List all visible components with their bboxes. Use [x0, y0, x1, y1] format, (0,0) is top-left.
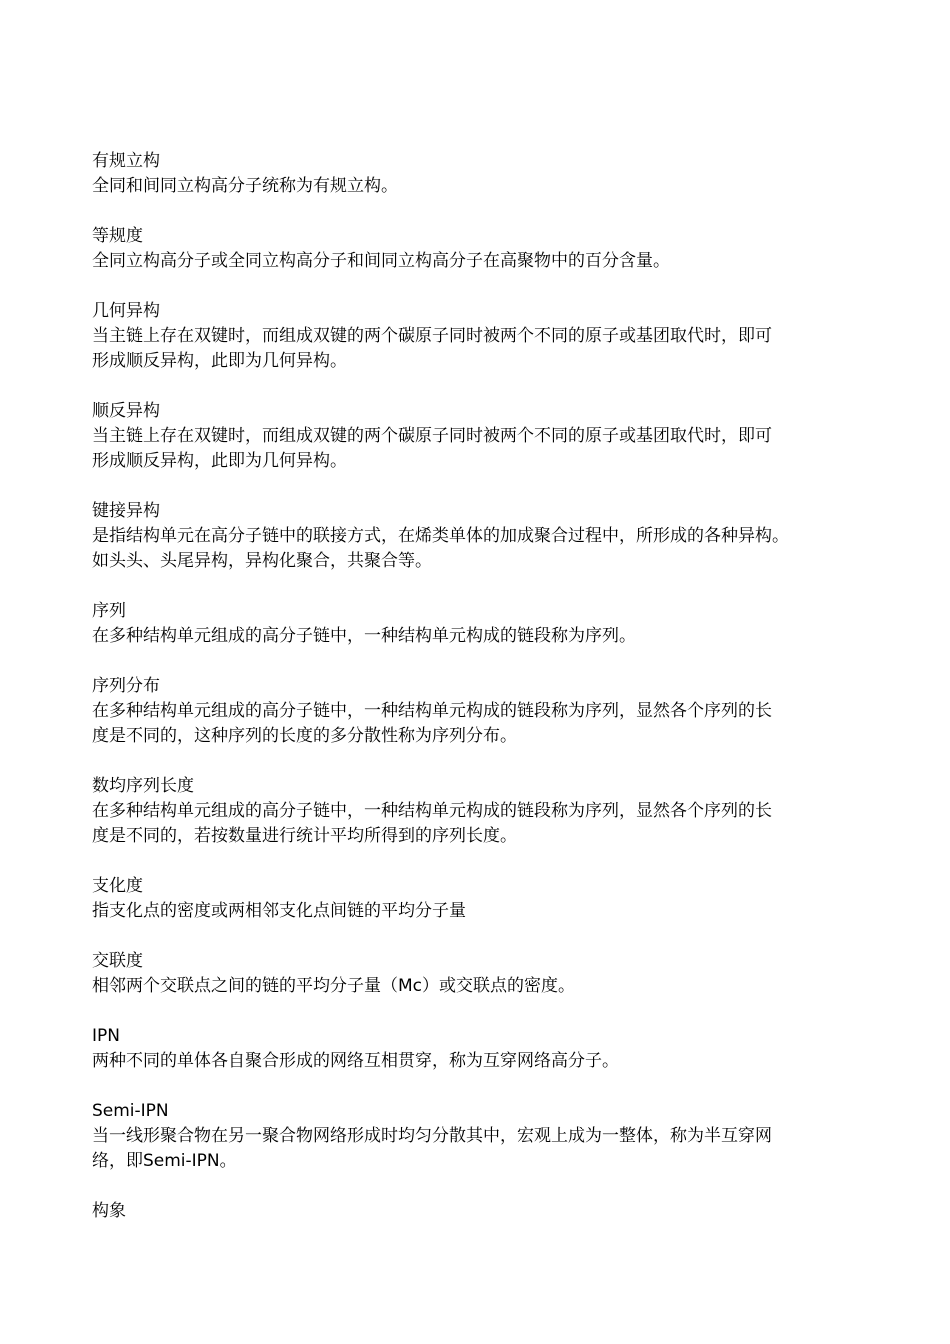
term-heading: 有规立构: [92, 151, 160, 171]
definition-line: 形成顺反异构，此即为几何异构。: [92, 451, 347, 471]
term-heading: 顺反异构: [92, 401, 160, 421]
definition-line: 在多种结构单元组成的高分子链中，一种结构单元构成的链段称为序列，显然各个序列的长: [92, 701, 772, 721]
term-heading: Semi-IPN: [92, 1101, 169, 1121]
glossary-entry: [92, 599, 882, 649]
definition-line: 在多种结构单元组成的高分子链中，一种结构单元构成的链段称为序列，显然各个序列的长: [92, 801, 772, 821]
term-heading: 构象: [92, 1201, 126, 1221]
glossary-entry: [92, 299, 882, 374]
term-heading: 数均序列长度: [92, 776, 194, 796]
term-heading: 等规度: [92, 226, 143, 246]
term-heading: 支化度: [92, 876, 143, 896]
glossary-entry: [92, 774, 882, 849]
definition-line: 是指结构单元在高分子链中的联接方式，在烯类单体的加成聚合过程中，所形成的各种异构。: [92, 526, 789, 546]
glossary-entry: [92, 149, 882, 199]
definition-line: 全同立构高分子或全同立构高分子和间同立构高分子在高聚物中的百分含量。: [92, 251, 670, 271]
definition-line: 当主链上存在双键时，而组成双键的两个碳原子同时被两个不同的原子或基团取代时，即可: [92, 326, 772, 346]
glossary-entry: [92, 399, 882, 474]
definition-line: 度是不同的，若按数量进行统计平均所得到的序列长度。: [92, 826, 517, 846]
definition-line: 如头头、头尾异构，异构化聚合，共聚合等。: [92, 551, 432, 571]
term-heading: IPN: [92, 1026, 120, 1046]
definition-line: 当主链上存在双键时，而组成双键的两个碳原子同时被两个不同的原子或基团取代时，即可: [92, 426, 772, 446]
glossary-entry: [92, 949, 882, 999]
glossary-entry: [92, 1199, 882, 1224]
definition-line: 在多种结构单元组成的高分子链中，一种结构单元构成的链段称为序列。: [92, 626, 636, 646]
definition-line: 指支化点的密度或两相邻支化点间链的平均分子量: [92, 901, 466, 921]
glossary-entry: [92, 674, 882, 749]
glossary-entry: [92, 499, 882, 574]
term-heading: 几何异构: [92, 301, 160, 321]
glossary-entry: [92, 874, 882, 924]
term-heading: 键接异构: [92, 501, 160, 521]
glossary-entry: [92, 1024, 882, 1074]
definition-line: 全同和间同立构高分子统称为有规立构。: [92, 176, 398, 196]
term-heading: 序列: [92, 601, 126, 621]
glossary-entry: [92, 1099, 882, 1174]
term-heading: 交联度: [92, 951, 143, 971]
definition-line: 当一线形聚合物在另一聚合物网络形成时均匀分散其中，宏观上成为一整体，称为半互穿网: [92, 1126, 772, 1146]
definition-line: 络，即Semi-IPN。: [92, 1151, 237, 1171]
definition-line: 两种不同的单体各自聚合形成的网络互相贯穿，称为互穿网络高分子。: [92, 1051, 619, 1071]
glossary-list: [92, 149, 882, 1249]
glossary-entry: [92, 224, 882, 274]
definition-line: 相邻两个交联点之间的链的平均分子量（Mc）或交联点的密度。: [92, 976, 576, 996]
definition-line: 度是不同的，这种序列的长度的多分散性称为序列分布。: [92, 726, 517, 746]
definition-line: 形成顺反异构，此即为几何异构。: [92, 351, 347, 371]
term-heading: 序列分布: [92, 676, 160, 696]
